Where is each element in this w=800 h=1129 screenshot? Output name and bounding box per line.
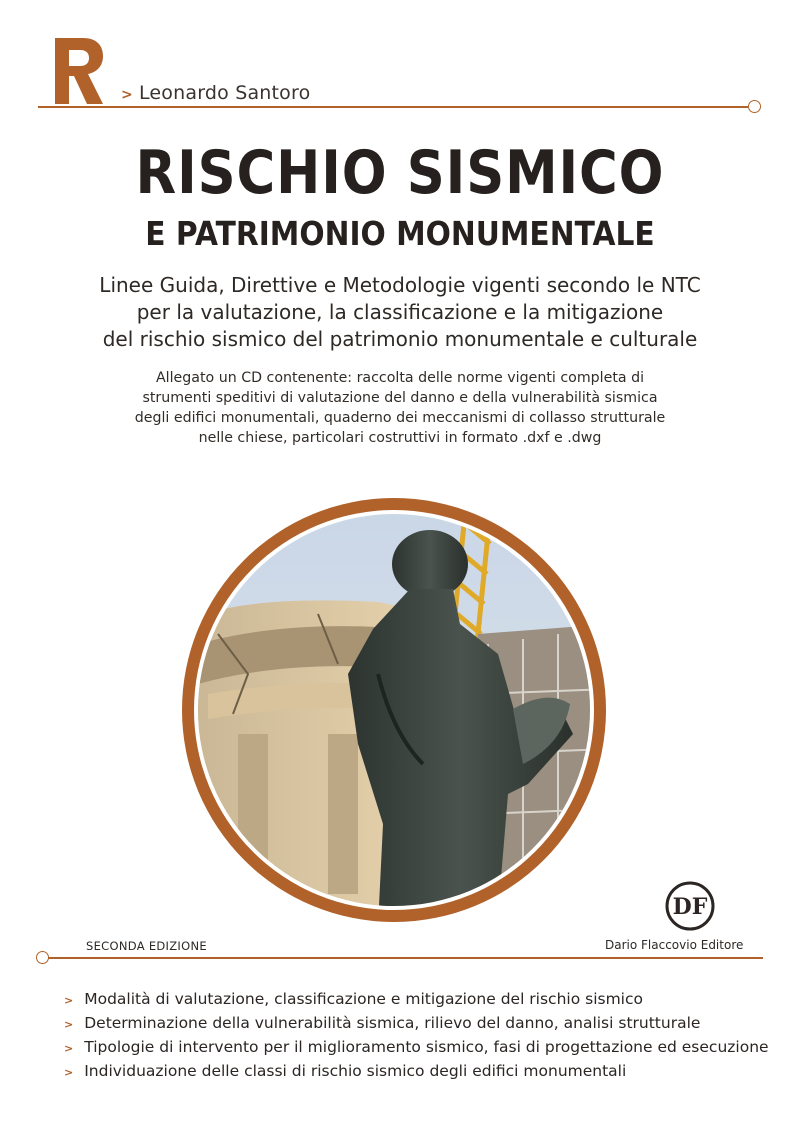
description-line: del rischio sismico del patrimonio monumentale e culturale [102,327,698,351]
list-item-text: Individuazione delle classi di rischio sismico degli edifici monumentali [84,1062,627,1080]
feature-list [64,988,769,1084]
list-item [64,1036,769,1060]
cover-photo [178,494,610,926]
publisher-name: Dario Flaccovio Editore [605,938,744,952]
publisher-logo [664,880,716,932]
chevron-right-icon: > [121,87,133,103]
cd-note-line: degli edifici monumentali, quaderno dei meccanismi di collasso strutturale [134,410,666,426]
divider-end-circle-icon [748,100,761,113]
list-item-text: Tipologie di intervento per il miglioramento sismico, fasi di progettazione ed esecuzione [84,1038,769,1056]
cd-contents-note [110,368,690,448]
book-description [60,272,740,353]
cd-note-line: Allegato un CD contenente: raccolta delle norme vigenti completa di [155,370,645,386]
chevron-right-icon: > [64,994,74,1007]
description-line: Linee Guida, Direttive e Metodologie vigenti secondo le NTC [99,273,701,297]
book-subtitle-heading: E PATRIMONIO MONUMENTALE [145,214,655,253]
list-item-text: Determinazione della vulnerabilità sismica, rilievo del danno, analisi strutturale [84,1014,701,1032]
list-item-text: Modalità di valutazione, classificazione e mitigazione del rischio sismico [84,990,643,1008]
list-item [64,988,769,1012]
series-logo-r [53,36,105,106]
series-logo-letter: R [53,36,54,37]
top-divider [38,106,748,108]
chevron-right-icon: > [64,1066,74,1079]
list-item [64,1012,769,1036]
list-item [64,1060,769,1084]
chevron-right-icon: > [64,1018,74,1031]
cd-note-line: strumenti speditivi di valutazione del danno e della vulnerabilità sismica [142,390,658,406]
author-name [121,82,310,104]
edition-label: SECONDA EDIZIONE [86,939,207,953]
publisher-logo-text: DF [672,894,708,920]
chevron-right-icon: > [64,1042,74,1055]
description-line: per la valutazione, la classificazione e la mitigazione [136,300,664,324]
cd-note-line: nelle chiese, particolari costruttivi in formato .dxf e .dwg [198,430,602,446]
divider-start-circle-icon [36,951,49,964]
book-title: RISCHIO SISMICO [135,138,665,208]
bottom-divider [44,957,763,959]
author-label: Leonardo Santoro [138,82,311,104]
